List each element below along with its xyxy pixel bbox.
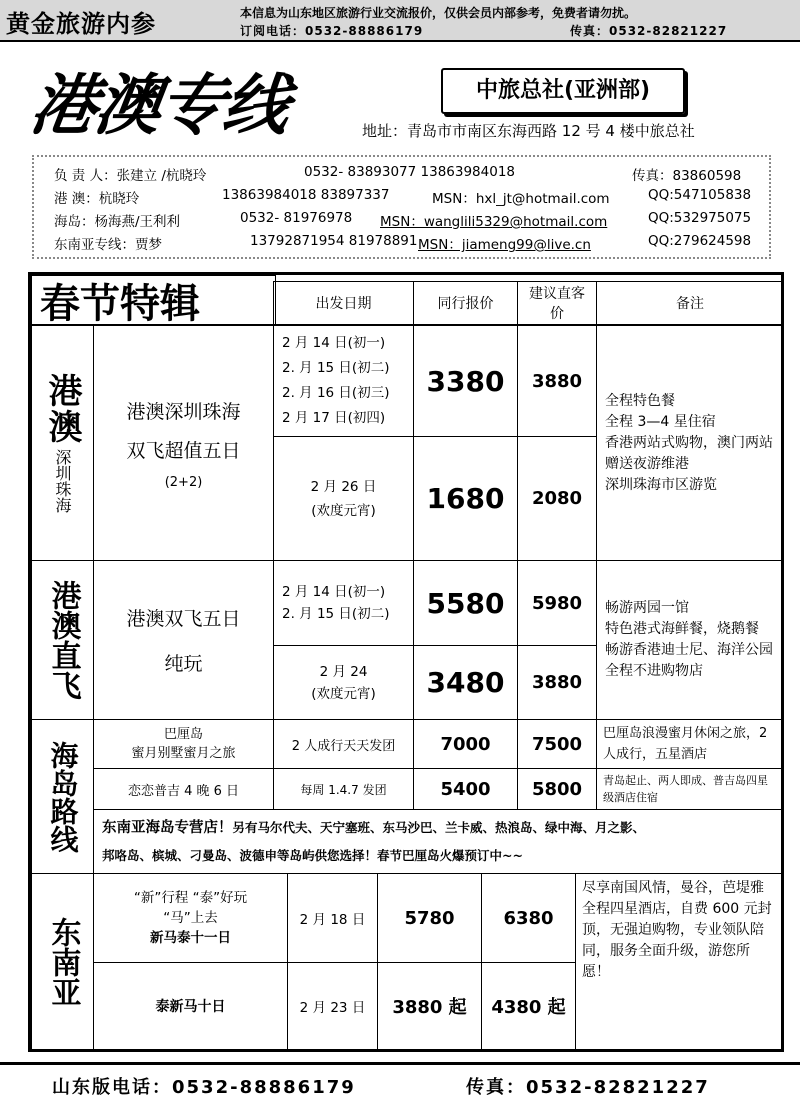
header-price: 同行报价 [413,281,518,325]
agent-price: 5780 [377,873,482,963]
region-islands [31,719,94,874]
header-note: 备注 [596,281,784,325]
agency-name: 中旅总社(亚洲部) [441,68,685,114]
date-cell [273,645,414,720]
product-name: “新”行程 “泰”好玩 [133,890,248,906]
contact-role: 港 澳：杭晓玲 [54,191,140,207]
promo-line [102,814,645,842]
date-item: 2. 月 15 日(初二) [282,606,390,622]
date-item: 2. 月 15 日(初二) [282,360,390,376]
date-cell [273,436,414,561]
contact-msn[interactable]: MSN：jiameng99@live.cn [418,237,591,253]
product-detail: (2+2) [164,474,203,490]
product-name: 巴厘岛 [163,727,203,742]
date-cell: 2 月 18 日 [287,873,378,963]
region-label: 海岛路线 [46,740,80,853]
price-table [28,272,784,1052]
date-cell [273,325,414,437]
product-name: 新马泰十一日 [150,930,231,946]
region-hk-direct [31,560,94,720]
footer-phone: 山东版电话：0532-88886179 [52,1077,356,1098]
footer-fax: 传真：0532-82821227 [466,1077,710,1098]
footer [0,1062,800,1103]
agent-price: 3880 起 [377,962,482,1050]
note-cell [596,560,784,720]
retail-price: 4380 起 [481,962,576,1050]
note-line: 全程特色餐 [605,392,675,409]
contact-qq: QQ:547105838 [648,187,752,203]
region-label: 港澳直飞 [45,580,81,700]
note-line: 香港两站式购物，澳门两站 [605,434,773,451]
note-line: 赠送夜游维港 [605,455,689,472]
product-name: 双飞超值五日 [126,439,241,462]
header-subscribe-line [240,22,728,39]
retail-price: 3880 [517,325,597,437]
agent-price: 5580 [413,560,518,646]
promo-cell [93,809,784,874]
page-title: 港澳专线 [25,66,293,144]
date-item: (欢度元宵) [311,502,376,519]
header-date: 出发日期 [273,281,414,325]
retail-price: 3880 [517,645,597,720]
product-cell [93,325,274,561]
product-name: “马”上去 [163,910,218,926]
agent-price: 7000 [413,719,518,769]
promo-head: 东南亚海岛专营店！ [102,819,233,836]
date-item: 2 月 14 日(初一) [282,335,386,351]
date-item: 2 月 14 日(初一) [282,584,386,600]
date-item: 2 月 26 日 [310,478,377,495]
retail-price: 6380 [481,873,576,963]
header-notice: 本信息为山东地区旅游行业交流报价，仅供会员内部参考，免费者请勿扰。 [240,6,637,20]
header-retail: 建议直客价 [517,281,597,325]
header-fax: 传真：0532-82821227 [570,24,728,38]
note-line: 畅游香港迪士尼、海洋公园 [605,642,773,658]
promo-text: 另有马尔代夫、天宁塞班、东马沙巴、兰卡威、热浪岛、绿中海、月之影、 [232,819,646,835]
contact-phones: 0532- 81976978 [240,210,353,226]
brand-title: 黄金旅游内参 [6,10,156,38]
contact-role: 负 责 人：张建立 /杭晓玲 [54,168,207,184]
date-cell [273,560,414,646]
contact-qq: QQ:279624598 [648,233,752,249]
agent-price: 3480 [413,645,518,720]
promo-line: 邦咯岛、槟城、刁曼岛、波德申等岛屿供您选择！春节巴厘岛火爆预订中~~ [102,847,523,863]
note-cell: 尽享南国风情，曼谷，芭堤雅全程四星酒店，自费 600 元封顶，无强迫购物，专业领队陪同，服务全面升级，游您所愿！ [575,873,784,1050]
note-cell [596,325,784,561]
product-cell: 泰新马十日 [93,962,288,1050]
date-item: 2 月 17 日(初四) [282,410,386,426]
note-cell: 青岛起止、两人即成、普吉岛四星级酒店住宿 [596,768,784,810]
product-name: 蜜月别墅蜜月之旅 [131,746,236,761]
date-cell: 每周 1.4.7 发团 [273,768,414,810]
feature-title: 春节特辑 [31,275,276,325]
note-line: 深圳珠海市区游览 [605,476,717,493]
date-item: 2. 月 16 日(初三) [282,385,390,401]
product-cell [93,873,288,963]
date-item: (欢度元宵) [311,685,376,702]
note-line: 全程不进购物店 [605,663,703,679]
contact-box [32,155,771,259]
region-label: 东南亚 [45,916,81,1007]
product-name: 港澳深圳珠海 [126,400,241,423]
region-hk-macau [31,325,94,561]
retail-price: 5980 [517,560,597,646]
agency-address: 地址：青岛市市南区东海西路 12 号 4 楼中旅总社 [362,122,695,140]
contact-role: 海岛：杨海燕/王利利 [54,214,181,230]
agent-price: 5400 [413,768,518,810]
agent-price: 3380 [413,325,518,437]
date-cell: 2 人成行天天发团 [273,719,414,769]
retail-price: 7500 [517,719,597,769]
note-cell: 巴厘岛浪漫蜜月休闲之旅，2 人成行，五星酒店 [596,719,784,769]
product-cell [93,719,274,769]
contact-phones: 13792871954 81978891 [250,233,418,249]
product-detail: 纯玩 [164,653,203,675]
retail-price: 2080 [517,436,597,561]
contact-qq: QQ:532975075 [648,210,752,226]
contact-fax: 传真：83860598 [632,168,742,184]
date-item: 2 月 24 [319,663,368,680]
contact-role: 东南亚专线：贾梦 [54,237,162,253]
product-name: 港澳双飞五日 [126,608,241,630]
product-cell: 恋恋普吉 4 晚 6 日 [93,768,274,810]
retail-price: 5800 [517,768,597,810]
contact-phones: 0532- 83893077 13863984018 [304,164,516,180]
date-cell: 2 月 23 日 [287,962,378,1050]
region-southeast-asia [31,873,94,1050]
contact-msn[interactable]: MSN：hxl_jt@hotmail.com [432,191,610,207]
contact-phones: 13863984018 83897337 [222,187,390,203]
region-sublabel: 深圳珠海 [53,449,72,513]
note-line: 畅游两园一馆 [605,600,689,616]
product-cell [93,560,274,720]
contact-msn[interactable]: MSN：wanglili5329@hotmail.com [380,214,608,230]
agent-price: 1680 [413,436,518,561]
region-label: 港澳 [42,373,82,445]
note-line: 特色港式海鲜餐，烧鹅餐 [605,621,759,637]
subscribe-phone: 订阅电话：0532-88886179 [240,24,424,38]
note-line: 全程 3—4 星住宿 [605,413,716,430]
